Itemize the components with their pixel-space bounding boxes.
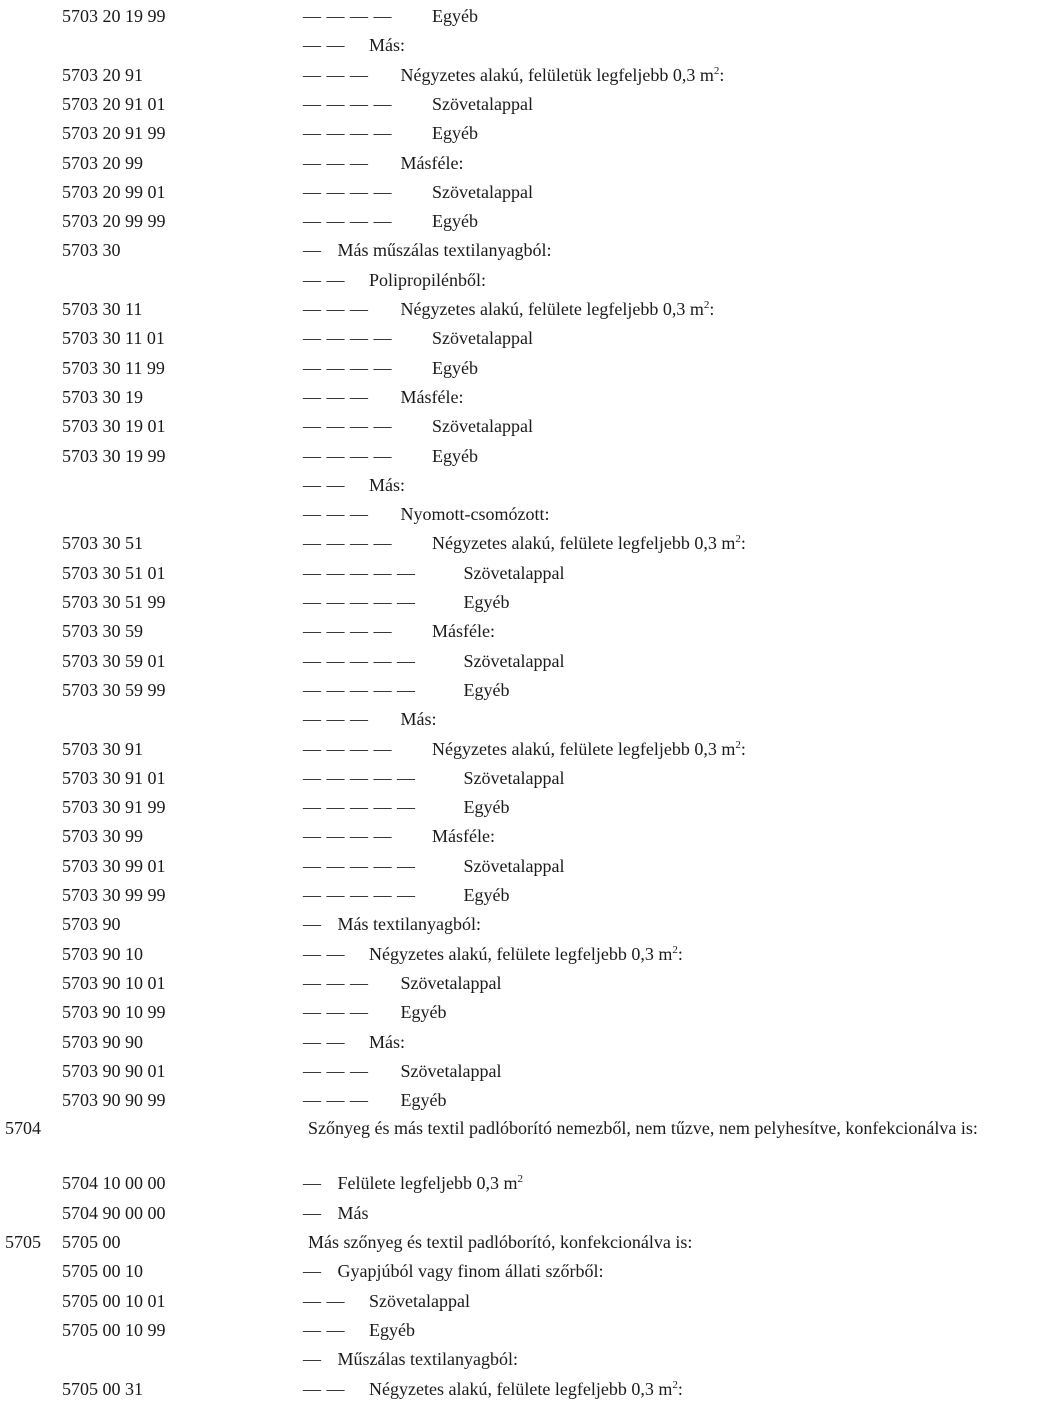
indent-dashes: — — — — xyxy=(303,6,392,26)
description: Négyzetes alakú, felülete legfeljebb 0,3 $m^2$: xyxy=(400,299,715,319)
description: Másféle: xyxy=(400,386,464,407)
indent-dashes: — — — — xyxy=(303,211,392,232)
description: Négyzetes alakú, felülete legfeljebb 0,3 $m^2$: xyxy=(432,738,746,759)
tariff-code: 5703 30 11 99 xyxy=(62,357,165,378)
description: Egyéb xyxy=(432,445,478,466)
description: Egyéb xyxy=(463,797,510,818)
description: Másféle: xyxy=(400,152,464,173)
indent-dashes: — — xyxy=(303,1378,345,1399)
indent-dashes: — — — xyxy=(303,972,369,993)
heading-number: 5705 xyxy=(5,1232,41,1252)
tariff-row xyxy=(0,1287,1062,1316)
indent-dashes: — — — xyxy=(303,709,369,730)
tariff-row xyxy=(0,969,1062,998)
tariff-row xyxy=(0,295,1062,324)
indent-dashes: — — xyxy=(303,1319,345,1340)
indent-dashes: — xyxy=(303,1173,322,1194)
tariff-row xyxy=(0,354,1062,383)
tariff-row xyxy=(0,647,1062,676)
heading-row xyxy=(0,1228,1062,1257)
tariff-code: 5703 20 99 99 xyxy=(62,211,166,232)
description: Négyzetes alakú, felületük legfeljebb 0,3 $m^2$: xyxy=(400,64,725,85)
description: Gyapjúból vagy finom állati szőrből: xyxy=(337,1261,604,1282)
description: Más xyxy=(337,1202,369,1223)
tariff-row xyxy=(0,588,1062,617)
description: Másféle: xyxy=(432,826,495,847)
description: Más: xyxy=(369,35,405,56)
tariff-code: 5703 30 11 xyxy=(62,299,143,319)
tariff-code: 5703 30 59 99 xyxy=(62,679,166,700)
indent-dashes: — xyxy=(303,1261,322,1282)
description: Négyzetes alakú, felülete legfeljebb 0,3 $m^2$: xyxy=(369,943,683,964)
tariff-code: 5703 90 10 xyxy=(62,943,143,964)
indent-dashes: — — xyxy=(303,269,345,290)
tariff-row xyxy=(0,1086,1062,1115)
tariff-row xyxy=(0,119,1062,148)
tariff-code: 5703 90 90 xyxy=(62,1031,143,1052)
indent-dashes: — — — — xyxy=(303,123,392,144)
indent-dashes: — — — xyxy=(303,1002,369,1023)
tariff-row xyxy=(0,705,1062,734)
tariff-row xyxy=(0,735,1062,764)
description: Egyéb xyxy=(432,211,478,232)
tariff-row xyxy=(0,442,1062,471)
tariff-row xyxy=(0,500,1062,529)
tariff-code: 5705 00 xyxy=(62,1232,121,1252)
tariff-code: 5703 30 19 01 xyxy=(62,416,166,437)
description: Négyzetes alakú, felülete legfeljebb 0,3 $m^2$: xyxy=(369,1378,683,1399)
indent-dashes: — — — — xyxy=(303,621,392,642)
indent-dashes: — — — — — xyxy=(303,885,416,905)
tariff-row xyxy=(0,1257,1062,1286)
indent-dashes: — — xyxy=(303,1290,345,1311)
description: Négyzetes alakú, felülete legfeljebb 0,3 $m^2$: xyxy=(432,533,746,554)
tariff-code: 5703 30 91 99 xyxy=(62,797,166,818)
tariff-row xyxy=(0,207,1062,236)
indent-dashes: — — — xyxy=(303,1090,369,1111)
tariff-code: 5704 90 00 00 xyxy=(62,1202,166,1223)
tariff-row xyxy=(0,676,1062,705)
tariff-row xyxy=(0,793,1062,822)
tariff-row xyxy=(0,940,1062,969)
description: Szövetalappal xyxy=(369,1290,470,1311)
description: Szövetalappal xyxy=(463,650,565,671)
heading-row xyxy=(0,1115,1062,1169)
description: Egyéb xyxy=(463,679,510,700)
tariff-row xyxy=(0,852,1062,881)
tariff-row xyxy=(0,881,1062,910)
tariff-code: 5703 30 91 01 xyxy=(62,767,166,788)
indent-dashes: — — xyxy=(303,1031,345,1052)
indent-dashes: — — xyxy=(303,474,345,495)
indent-dashes: — — — — xyxy=(303,357,392,378)
superscript: 2 xyxy=(713,64,720,77)
tariff-row xyxy=(0,2,1062,31)
tariff-row xyxy=(0,236,1062,265)
description: Egyéb xyxy=(432,123,478,144)
indent-dashes: — — — — — xyxy=(303,679,416,700)
indent-dashes: — — xyxy=(303,943,345,964)
tariff-code: 5703 30 99 99 xyxy=(62,885,166,905)
indent-dashes: — — — — — xyxy=(303,855,416,876)
tariff-row xyxy=(0,31,1062,60)
description: Más műszálas textilanyagból: xyxy=(337,240,552,261)
tariff-code: 5703 90 90 01 xyxy=(62,1060,166,1081)
tariff-code: 5703 20 91 xyxy=(62,64,143,85)
tariff-code: 5705 00 31 xyxy=(62,1378,143,1399)
indent-dashes: — — — — xyxy=(303,328,392,349)
description: Más: xyxy=(400,709,437,730)
indent-dashes: — — — — xyxy=(303,445,392,466)
description: Műszálas textilanyagból: xyxy=(337,1349,518,1370)
indent-dashes: — xyxy=(303,1202,322,1223)
description: Szövetalappal xyxy=(432,328,533,349)
tariff-code: 5703 90 10 01 xyxy=(62,972,166,993)
indent-dashes: — — — — — xyxy=(303,562,416,583)
indent-dashes: — — — xyxy=(303,1060,369,1081)
heading-number: 5704 xyxy=(5,1118,41,1139)
tariff-row xyxy=(0,90,1062,119)
tariff-code: 5703 20 99 01 xyxy=(62,181,166,202)
tariff-code: 5703 30 11 01 xyxy=(62,328,165,349)
tariff-row xyxy=(0,1169,1062,1198)
description: Szőnyeg és más textil padlóborító nemezből, nem tűzve, nem pelyhesítve, konfekcionálva is: xyxy=(308,1118,978,1139)
tariff-row xyxy=(0,178,1062,207)
description: Más szőnyeg és textil padlóborító, konfekcionálva is: xyxy=(308,1232,693,1252)
tariff-row xyxy=(0,998,1062,1027)
indent-dashes: — xyxy=(303,914,322,935)
indent-dashes: — — — — xyxy=(303,93,392,114)
tariff-row xyxy=(0,412,1062,441)
tariff-code: 5703 30 19 xyxy=(62,386,143,407)
description: Szövetalappal xyxy=(432,93,533,114)
indent-dashes: — — — — xyxy=(303,181,392,202)
superscript: 2 xyxy=(735,738,741,751)
tariff-code: 5703 20 91 01 xyxy=(62,93,166,114)
tariff-row xyxy=(0,559,1062,588)
tariff-code: 5703 30 51 01 xyxy=(62,562,166,583)
description: Egyéb xyxy=(369,1319,415,1340)
tariff-code: 5703 30 59 01 xyxy=(62,650,166,671)
indent-dashes: — xyxy=(303,240,322,261)
indent-dashes: — — — — xyxy=(303,738,392,759)
superscript: 2 xyxy=(672,1378,678,1391)
tariff-code: 5703 30 51 99 xyxy=(62,592,166,612)
tariff-row xyxy=(0,822,1062,851)
description: Egyéb xyxy=(463,592,510,612)
description: Szövetalappal xyxy=(463,562,565,583)
tariff-row xyxy=(0,617,1062,646)
tariff-code: 5703 90 90 99 xyxy=(62,1090,166,1111)
superscript: 2 xyxy=(703,299,710,311)
tariff-code: 5703 30 99 01 xyxy=(62,855,166,876)
tariff-code: 5705 00 10 xyxy=(62,1261,143,1282)
tariff-row xyxy=(0,471,1062,500)
tariff-code: 5703 90 10 99 xyxy=(62,1002,166,1023)
description: Egyéb xyxy=(400,1002,447,1023)
description: Szövetalappal xyxy=(463,767,565,788)
tariff-row xyxy=(0,149,1062,178)
description: Egyéb xyxy=(432,357,478,378)
tariff-row xyxy=(0,1028,1062,1057)
tariff-code: 5703 20 19 99 xyxy=(62,6,166,26)
indent-dashes: — — — xyxy=(303,504,369,525)
indent-dashes: — — — xyxy=(303,64,369,85)
superscript: 2 xyxy=(735,533,741,546)
description: Szövetalappal xyxy=(432,181,533,202)
description: Egyéb xyxy=(400,1090,447,1111)
tariff-row xyxy=(0,1345,1062,1374)
description: Szövetalappal xyxy=(400,972,502,993)
indent-dashes: — — — — — xyxy=(303,592,416,612)
tariff-row xyxy=(0,1316,1062,1345)
description: Másféle: xyxy=(432,621,495,642)
tariff-code: 5703 30 91 xyxy=(62,738,143,759)
description: Egyéb xyxy=(463,885,510,905)
tariff-code: 5704 10 00 00 xyxy=(62,1173,166,1194)
tariff-row xyxy=(0,266,1062,295)
tariff-code: 5703 30 19 99 xyxy=(62,445,166,466)
description: Más: xyxy=(369,1031,405,1052)
tariff-row xyxy=(0,1199,1062,1228)
description: Szövetalappal xyxy=(400,1060,502,1081)
tariff-code: 5703 30 99 xyxy=(62,826,143,847)
superscript: 2 xyxy=(517,1173,523,1186)
tariff-code: 5703 30 xyxy=(62,240,121,261)
indent-dashes: — — — — xyxy=(303,416,392,437)
description: Szövetalappal xyxy=(463,855,565,876)
description: Felülete legfeljebb 0,3 $m^2$ xyxy=(337,1173,523,1194)
tariff-row xyxy=(0,383,1062,412)
tariff-code: 5705 00 10 01 xyxy=(62,1290,166,1311)
tariff-code: 5703 90 xyxy=(62,914,121,935)
description: Más textilanyagból: xyxy=(337,914,481,935)
tariff-row xyxy=(0,324,1062,353)
indent-dashes: — — xyxy=(303,35,345,56)
indent-dashes: — — — — xyxy=(303,826,392,847)
description: Nyomott-csomózott: xyxy=(400,504,550,525)
tariff-code: 5703 30 59 xyxy=(62,621,143,642)
tariff-row xyxy=(0,529,1062,558)
indent-dashes: — — — xyxy=(303,152,369,173)
tariff-row xyxy=(0,1375,1062,1404)
indent-dashes: — — — — xyxy=(303,533,392,554)
indent-dashes: — — — xyxy=(303,386,369,407)
indent-dashes: — — — — — xyxy=(303,797,416,818)
description: Polipropilénből: xyxy=(369,269,486,290)
description: Szövetalappal xyxy=(432,416,533,437)
indent-dashes: — — — — — xyxy=(303,767,416,788)
description: Más: xyxy=(369,474,405,495)
superscript: 2 xyxy=(672,943,678,956)
tariff-code: 5703 20 91 99 xyxy=(62,123,166,144)
tariff-code: 5703 20 99 xyxy=(62,152,143,173)
tariff-row xyxy=(0,1057,1062,1086)
tariff-row xyxy=(0,61,1062,90)
tariff-row xyxy=(0,764,1062,793)
indent-dashes: — xyxy=(303,1349,322,1370)
indent-dashes: — — — xyxy=(303,299,369,319)
tariff-code: 5703 30 51 xyxy=(62,533,143,554)
tariff-row xyxy=(0,910,1062,939)
indent-dashes: — — — — — xyxy=(303,650,416,671)
tariff-code: 5705 00 10 99 xyxy=(62,1319,166,1340)
description: Egyéb xyxy=(432,6,478,26)
